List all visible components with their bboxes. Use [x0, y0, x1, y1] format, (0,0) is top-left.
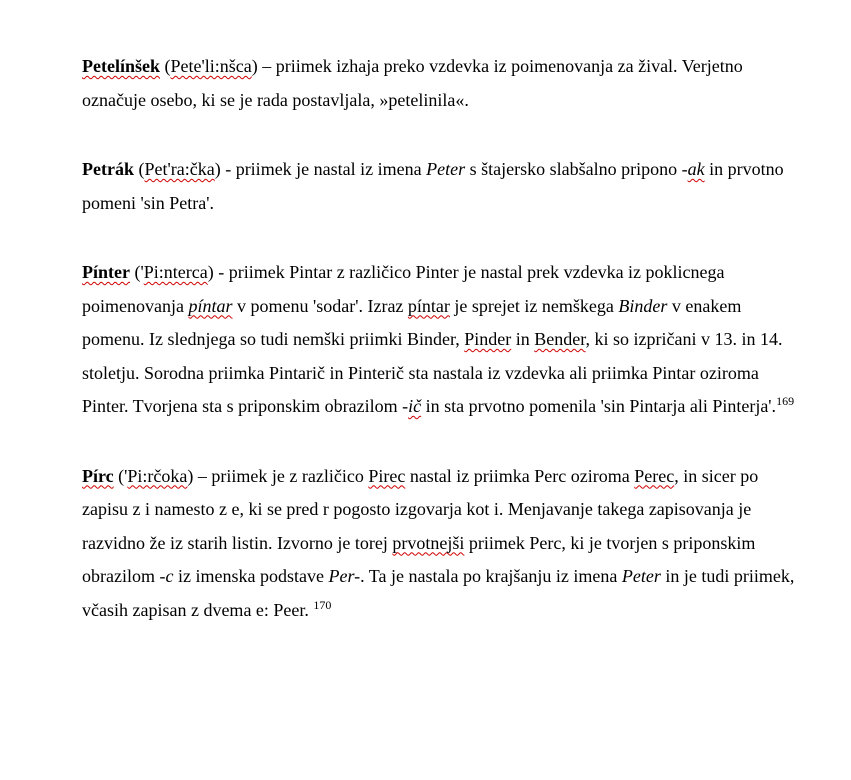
- entry-text: v enakem pomenu. Iz slednjega so tudi nemški priimki Binder,: [82, 295, 742, 349]
- italic-term: Per-: [328, 566, 361, 586]
- entry-petelinsek: [82, 50, 807, 117]
- entry-petrak: [82, 153, 807, 220]
- italic-term: píntar: [188, 295, 233, 316]
- entry-paragraph: Pírc ('Pi:rčoka) – priimek je z različico Pirec nastal iz priimka Perc oziroma Perec, in sicer po zapisu z i namesto z e, ki se pred r pogosto izgovarja kot i. Menjavanje takega zapisovanja je razvidno že iz starih listin. Izvorno je torej prvotnejši priimek Perc, ki je tvorjen s priponskim obrazilom -c iz imenska podstave Per-. Ta je nastala po krajšanju iz imena Peter in je tudi priimek, včasih zapisan z dvema e: Peer. $^{170}$: [82, 465, 795, 620]
- headword: Petrák: [82, 159, 134, 179]
- pronunciation: Pi:rčoka: [127, 465, 188, 486]
- entry-text: ) – priimek izhaja preko vzdevka iz poimenovanja za žival. Verjetno označuje osebo, ki se je rada postavljala, »petelinila«.: [82, 56, 743, 110]
- entry-text: s štajersko slabšalno pripono -: [465, 159, 688, 179]
- entry-pinter: [82, 256, 807, 424]
- entry-paragraph: Petelínšek (Pete'li:nšca) – priimek izhaja preko vzdevka iz poimenovanja za žival. Verjetno označuje osebo, ki se je rada postavljala, »petelinila«.: [82, 56, 743, 110]
- entry-text: in je tudi priimek, včasih zapisan z dvema e: Peer.: [82, 566, 795, 620]
- flagged-word: Pinder: [464, 329, 512, 349]
- flagged-word: Pirec: [368, 465, 406, 486]
- document-page: [82, 50, 807, 663]
- entry-text: je sprejet iz nemškega: [449, 295, 619, 316]
- flagged-word: Bender: [534, 329, 586, 349]
- italic-term: ak: [687, 159, 705, 179]
- pronunciation: Pet'ra:čka: [144, 159, 215, 179]
- italic-term: c: [165, 566, 174, 586]
- entry-text: in sta prvotno pomenila 'sin Pintarja ali Pinterja'.: [421, 396, 777, 416]
- italic-term: ič: [408, 396, 422, 416]
- entry-text: nastal iz priimka Perc oziroma: [405, 465, 635, 486]
- entry-pirc: [82, 460, 807, 628]
- entry-text: ) – priimek je z različico: [187, 465, 369, 486]
- footnote-ref[interactable]: 170: [313, 597, 332, 612]
- italic-term: Binder: [618, 295, 668, 316]
- entry-text: . Ta je nastala po krajšanju iz imena: [360, 566, 622, 586]
- italic-term: Peter: [621, 566, 661, 586]
- flagged-word: prvotnejši: [392, 532, 465, 553]
- entry-text: ) - priimek je nastal iz imena: [214, 159, 427, 179]
- entry-text: v pomenu 'sodar'. Izraz: [232, 295, 408, 316]
- entry-text: priimek Perc, ki je tvorjen s priponskim obrazilom -: [82, 532, 756, 586]
- italic-term: Peter: [426, 159, 466, 179]
- entry-text: , ki so izpričani v 13. in 14. stoletju. Sorodna priimka Pintarič in Pinterič sta nastala iz vzdevka ali priimka Pintar oziroma Pinter. Tvorjena sta s priponskim obrazilom -: [82, 329, 783, 416]
- headword: Pínter: [82, 262, 130, 282]
- headword: Petelínšek: [82, 56, 160, 76]
- pronunciation: Pete'li:nšca: [170, 56, 252, 76]
- entry-text: in: [511, 329, 535, 349]
- entry-paragraph: Petrák (Pet'ra:čka) - priimek je nastal iz imena Peter s štajersko slabšalno pripono -ak in prvotno pomeni 'sin Petra'.: [82, 159, 784, 213]
- entry-text: iz imenska podstave: [173, 566, 329, 586]
- flagged-word: Perec: [634, 465, 675, 486]
- entry-text: , in sicer po zapisu z i namesto z e, ki se pred r pogosto izgovarja kot i. Menjavanje takega zapisovanja je razvidno že iz starih listin. Izvorno je torej: [82, 465, 759, 553]
- flagged-word: píntar: [407, 295, 450, 316]
- entry-text: in prvotno pomeni 'sin Petra'.: [82, 159, 784, 213]
- pronunciation: Pi:nterca: [143, 262, 208, 282]
- entry-paragraph: Pínter ('Pi:nterca) - priimek Pintar z različico Pinter je nastal prek vzdevka iz poklicnega poimenovanja píntar v pomenu 'sodar'. Izraz píntar je sprejet iz nemškega Binder v enakem pomenu. Iz slednjega so tudi nemški priimki Binder, Pinder in Bender, ki so izpričani v 13. in 14. stoletju. Sorodna priimka Pintarič in Pinterič sta nastala iz vzdevka ali priimka Pintar oziroma Pinter. Tvorjena sta s priponskim obrazilom -ič in sta prvotno pomenila 'sin Pintarja ali Pinterja'.$^{169}$: [82, 262, 795, 416]
- entry-text: ) - priimek Pintar z različico Pinter je nastal prek vzdevka iz poklicnega poimenovanja: [82, 262, 725, 316]
- headword: Pírc: [82, 465, 114, 486]
- footnote-ref[interactable]: 169: [776, 394, 795, 408]
